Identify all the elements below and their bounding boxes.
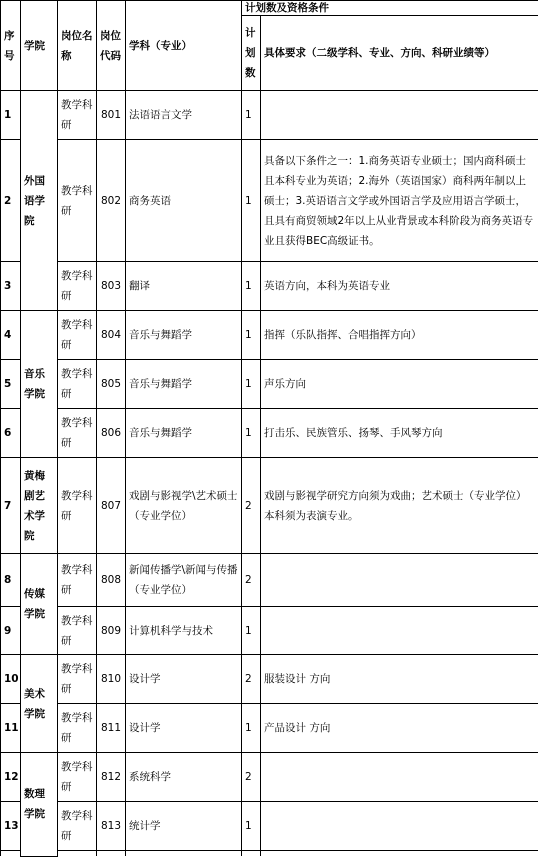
post-name: 教学科研 xyxy=(58,753,97,802)
header-plan-count: 计划数 xyxy=(242,16,261,91)
post-name: 教学科研 xyxy=(58,140,97,262)
table-row xyxy=(1,262,538,311)
plan-count: 1 xyxy=(242,607,261,655)
college-cell: 外国语学院 xyxy=(21,91,58,311)
post-name: 教学科研 xyxy=(58,91,97,140)
row-no xyxy=(1,851,21,857)
table-row xyxy=(1,753,538,802)
subject: 系统科学 xyxy=(126,753,242,802)
subject: 设计学 xyxy=(126,704,242,753)
post-name: 教学科研 xyxy=(58,607,97,655)
subject: 戏剧与影视学\艺术硕士（专业学位） xyxy=(126,458,242,554)
plan-count: 1 xyxy=(242,311,261,360)
requirements: 产品设计 方向 xyxy=(261,704,538,753)
row-no: 10 xyxy=(1,655,21,704)
plan-count: 1 xyxy=(242,704,261,753)
table-row xyxy=(1,458,538,554)
plan-count: 2 xyxy=(242,753,261,802)
table-row xyxy=(1,802,538,851)
requirements: 指挥（乐队指挥、合唱指挥方向） xyxy=(261,311,538,360)
subject: 音乐与舞蹈学 xyxy=(126,409,242,458)
post-code: 813 xyxy=(97,802,126,851)
college-cell: 美术学院 xyxy=(21,655,58,753)
college-cell: 传媒学院 xyxy=(21,554,58,655)
plan-count: 1 xyxy=(242,802,261,851)
post-name: 教学科研 xyxy=(58,409,97,458)
subject: 计算机科学与技术 xyxy=(126,607,242,655)
plan-count xyxy=(242,851,261,857)
plan-count: 2 xyxy=(242,655,261,704)
header-no: 序号 xyxy=(1,1,21,91)
header-plan-group: 计划数及资格条件 xyxy=(242,1,538,16)
header-requirements: 具体要求（二级学科、专业、方向、科研业绩等） xyxy=(261,16,538,91)
post-name: 教学科研 xyxy=(58,655,97,704)
header-post-code: 岗位代码 xyxy=(97,1,126,91)
header-college: 学院 xyxy=(21,1,58,91)
subject: 新闻传播学\新闻与传播（专业学位） xyxy=(126,554,242,607)
table-row xyxy=(1,704,538,753)
table-row-cut xyxy=(1,851,538,857)
row-no: 6 xyxy=(1,409,21,458)
row-no: 12 xyxy=(1,753,21,802)
subject: 法语语言文学 xyxy=(126,91,242,140)
table-row xyxy=(1,554,538,607)
post-code xyxy=(97,851,126,857)
row-no: 13 xyxy=(1,802,21,851)
post-name: 教学科研 xyxy=(58,458,97,554)
plan-count: 2 xyxy=(242,458,261,554)
post-code: 803 xyxy=(97,262,126,311)
requirements xyxy=(261,91,538,140)
post-name: 教学科研 xyxy=(58,262,97,311)
post-code: 801 xyxy=(97,91,126,140)
subject: 统计学 xyxy=(126,802,242,851)
plan-count: 1 xyxy=(242,360,261,409)
table-row xyxy=(1,655,538,704)
post-name: 教学科研 xyxy=(58,554,97,607)
row-no: 11 xyxy=(1,704,21,753)
row-no: 4 xyxy=(1,311,21,360)
post-code: 805 xyxy=(97,360,126,409)
post-code: 807 xyxy=(97,458,126,554)
plan-count: 2 xyxy=(242,554,261,607)
plan-count: 1 xyxy=(242,409,261,458)
requirements xyxy=(261,802,538,851)
requirements: 声乐方向 xyxy=(261,360,538,409)
table-row xyxy=(1,311,538,360)
subject: 设计学 xyxy=(126,655,242,704)
subject: 商务英语 xyxy=(126,140,242,262)
college-cell: 音乐学院 xyxy=(21,311,58,458)
post-name xyxy=(58,851,97,857)
post-code: 810 xyxy=(97,655,126,704)
requirements xyxy=(261,607,538,655)
header-post-name: 岗位名称 xyxy=(58,1,97,91)
table-row xyxy=(1,607,538,655)
post-name: 教学科研 xyxy=(58,311,97,360)
post-code: 806 xyxy=(97,409,126,458)
post-code: 804 xyxy=(97,311,126,360)
subject: 音乐与舞蹈学 xyxy=(126,311,242,360)
row-no: 7 xyxy=(1,458,21,554)
row-no: 1 xyxy=(1,91,21,140)
post-code: 812 xyxy=(97,753,126,802)
college-cell: 黄梅剧艺术学院 xyxy=(21,458,58,554)
row-no: 8 xyxy=(1,554,21,607)
table-row xyxy=(1,360,538,409)
subject: 翻译 xyxy=(126,262,242,311)
table-row xyxy=(1,91,538,140)
post-code: 802 xyxy=(97,140,126,262)
subject xyxy=(126,851,242,857)
requirements: 打击乐、民族管乐、扬琴、手风琴方向 xyxy=(261,409,538,458)
subject: 音乐与舞蹈学 xyxy=(126,360,242,409)
row-no: 9 xyxy=(1,607,21,655)
requirements: 英语方向，本科为英语专业 xyxy=(261,262,538,311)
requirements: 戏剧与影视学研究方向须为戏曲；艺术硕士（专业学位）本科须为表演专业。 xyxy=(261,458,538,554)
table-row xyxy=(1,140,538,262)
plan-count: 1 xyxy=(242,91,261,140)
row-no: 2 xyxy=(1,140,21,262)
post-code: 811 xyxy=(97,704,126,753)
requirements: 具备以下条件之一：1.商务英语专业硕士；国内商科硕士且本科专业为英语；2.海外（英语国家）商科两年制以上硕士；3.英语语言文学或外国语言学及应用语言学硕士，且具有商贸领域2年以上从业背景或本科阶段为商务英语专业且获得BEC高级证书。 xyxy=(261,140,538,262)
requirements xyxy=(261,753,538,802)
post-name: 教学科研 xyxy=(58,360,97,409)
post-code: 808 xyxy=(97,554,126,607)
row-no: 5 xyxy=(1,360,21,409)
post-name: 教学科研 xyxy=(58,704,97,753)
row-no: 3 xyxy=(1,262,21,311)
college-cell: 数理学院 xyxy=(21,753,58,857)
header-subject: 学科（专业） xyxy=(126,1,242,91)
table-row xyxy=(1,409,538,458)
plan-count: 1 xyxy=(242,140,261,262)
plan-count: 1 xyxy=(242,262,261,311)
requirements: 服装设计 方向 xyxy=(261,655,538,704)
post-name: 教学科研 xyxy=(58,802,97,851)
post-code: 809 xyxy=(97,607,126,655)
requirements xyxy=(261,554,538,607)
requirements xyxy=(261,851,538,857)
